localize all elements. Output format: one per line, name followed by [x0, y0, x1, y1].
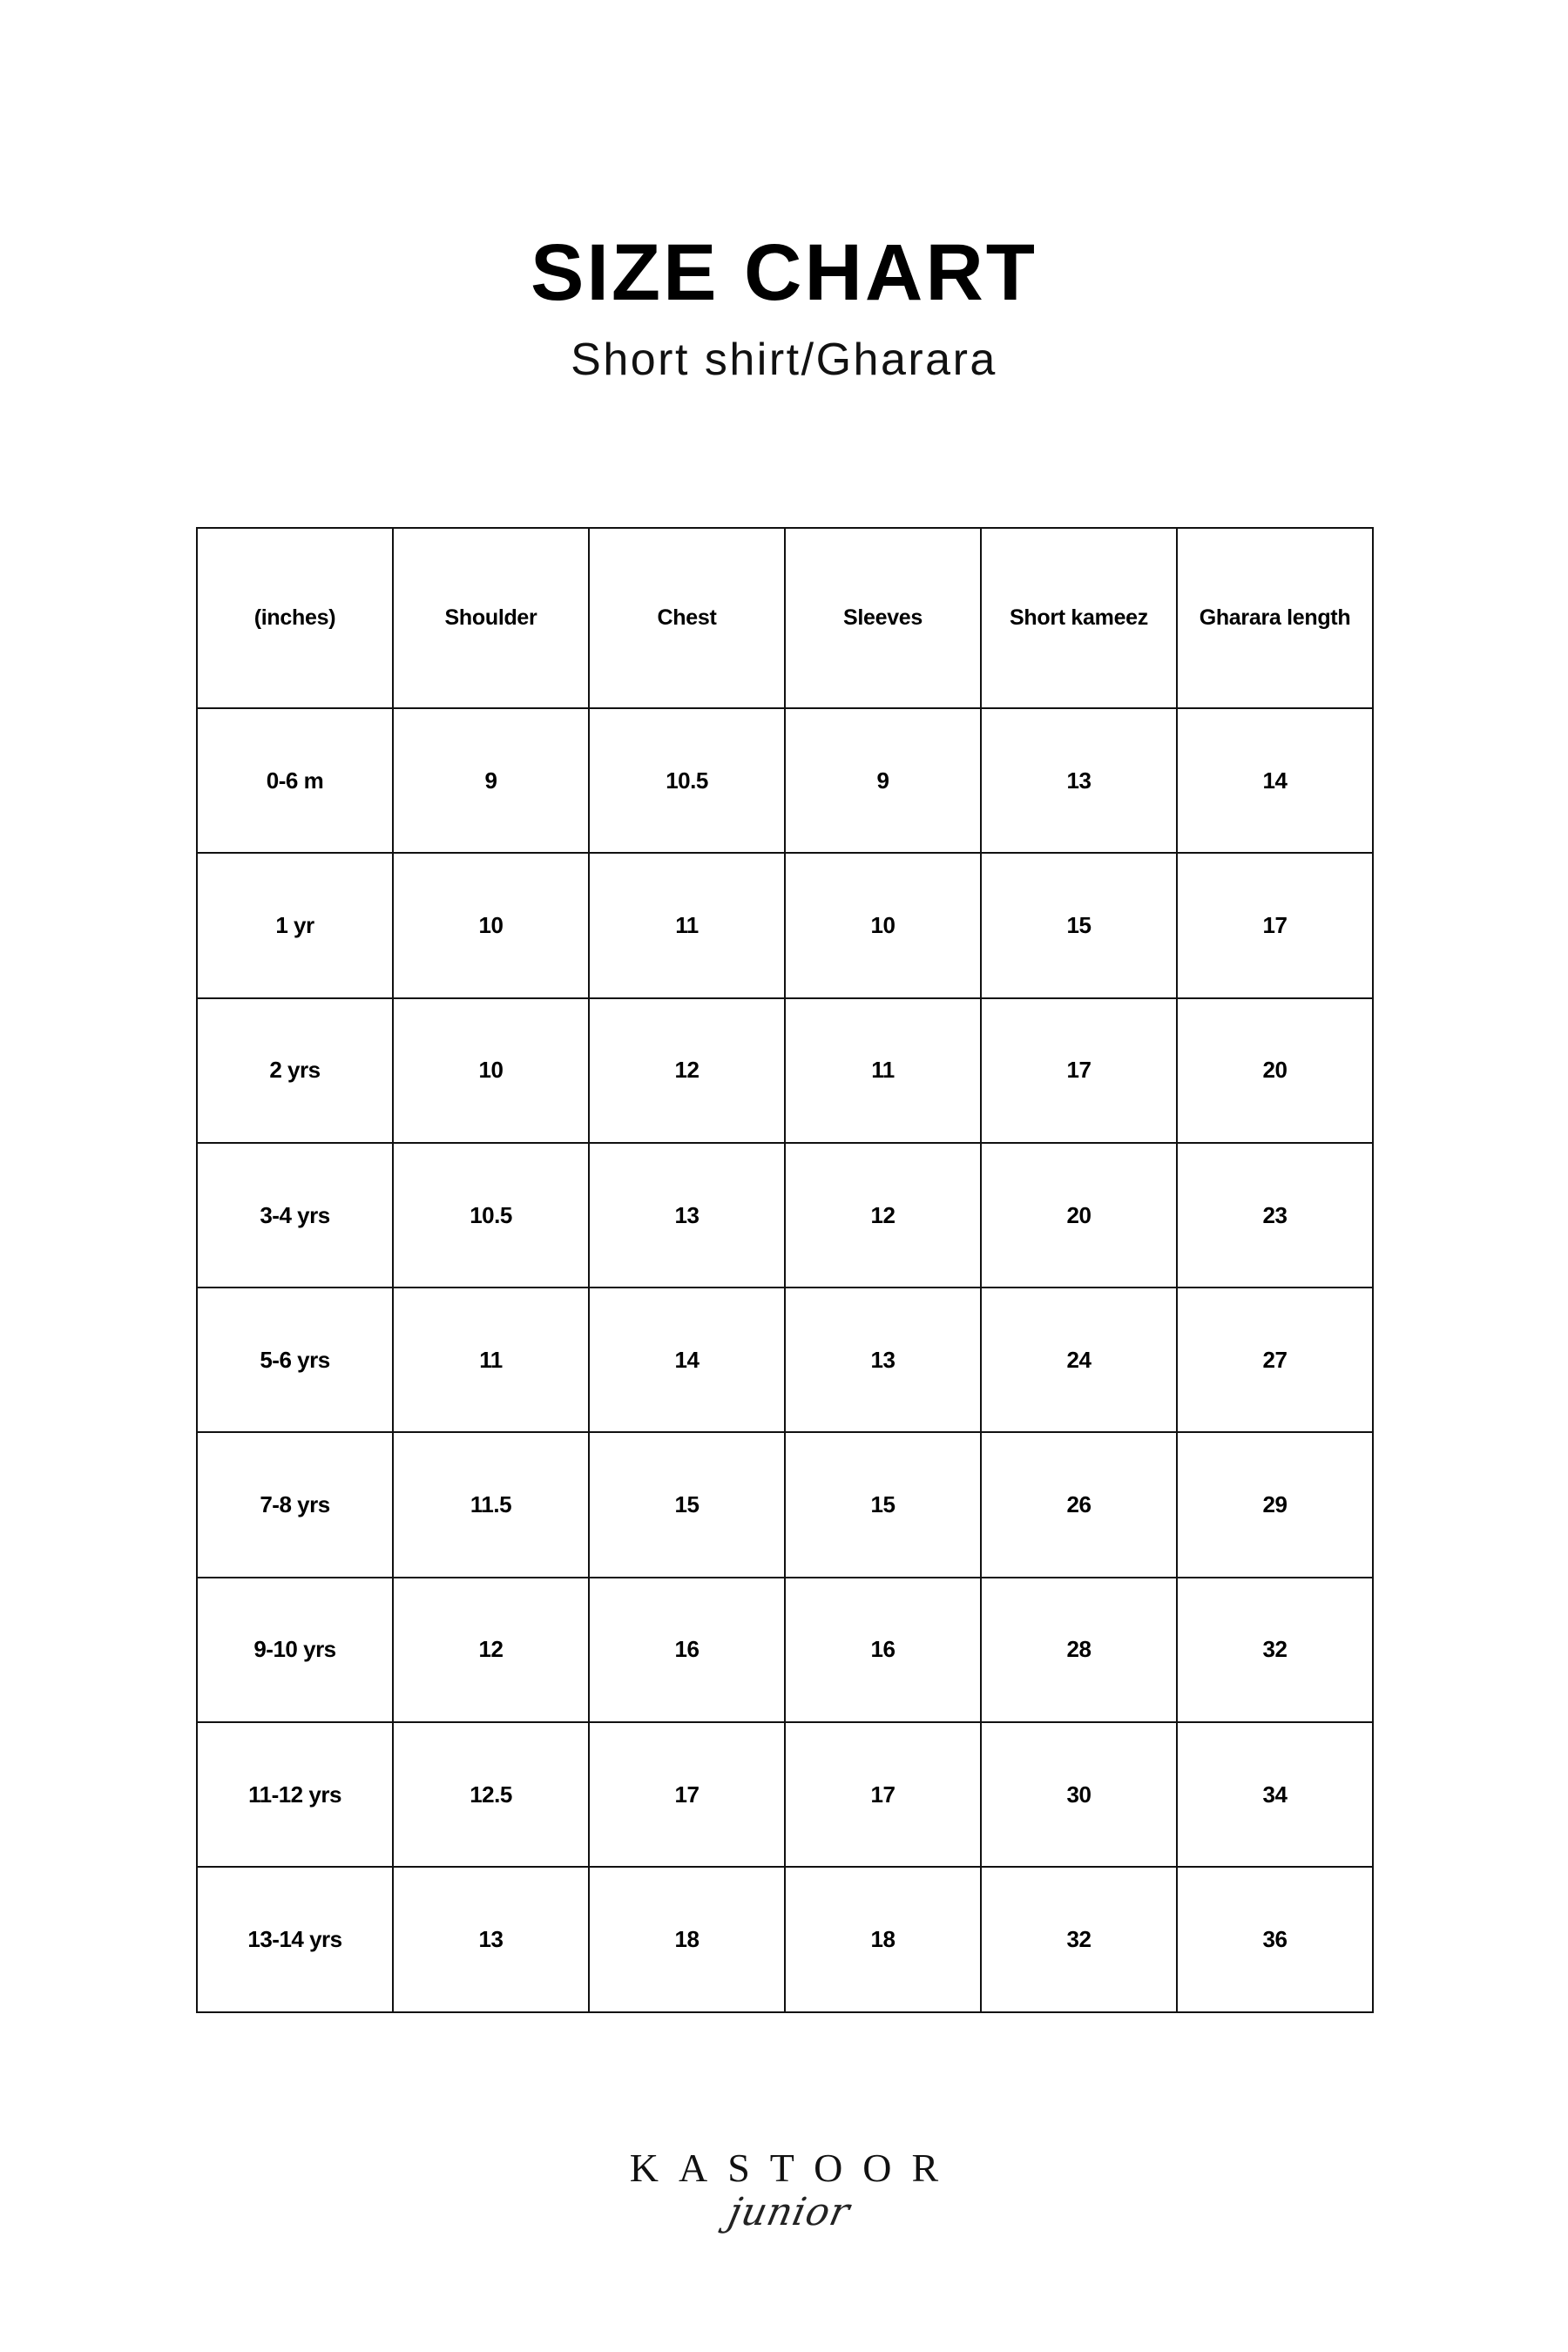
cell-short-kameez: 32 — [981, 1867, 1177, 2011]
size-label: 2 yrs — [197, 998, 393, 1143]
cell-chest: 15 — [589, 1432, 785, 1577]
table-row — [197, 1722, 1373, 1867]
table-row — [197, 708, 1373, 853]
header-shoulder: Shoulder — [393, 528, 589, 708]
cell-chest: 16 — [589, 1578, 785, 1722]
table-row — [197, 1867, 1373, 2011]
cell-gharara-length: 20 — [1177, 998, 1373, 1143]
table-row — [197, 998, 1373, 1143]
cell-gharara-length: 36 — [1177, 1867, 1373, 2011]
size-label: 7-8 yrs — [197, 1432, 393, 1577]
cell-short-kameez: 13 — [981, 708, 1177, 853]
table-header-row — [197, 528, 1373, 708]
cell-shoulder: 11 — [393, 1288, 589, 1432]
size-label: 9-10 yrs — [197, 1578, 393, 1722]
cell-chest: 12 — [589, 998, 785, 1143]
cell-short-kameez: 17 — [981, 998, 1177, 1143]
cell-chest: 13 — [589, 1143, 785, 1288]
size-label: 11-12 yrs — [197, 1722, 393, 1867]
cell-gharara-length: 29 — [1177, 1432, 1373, 1577]
table-row — [197, 1288, 1373, 1432]
cell-gharara-length: 17 — [1177, 853, 1373, 997]
cell-gharara-length: 34 — [1177, 1722, 1373, 1867]
size-label: 3-4 yrs — [197, 1143, 393, 1288]
cell-sleeves: 9 — [785, 708, 981, 853]
cell-gharara-length: 27 — [1177, 1288, 1373, 1432]
cell-shoulder: 11.5 — [393, 1432, 589, 1577]
cell-sleeves: 13 — [785, 1288, 981, 1432]
cell-sleeves: 15 — [785, 1432, 981, 1577]
cell-short-kameez: 26 — [981, 1432, 1177, 1577]
cell-shoulder: 10 — [393, 853, 589, 997]
cell-sleeves: 10 — [785, 853, 981, 997]
cell-sleeves: 11 — [785, 998, 981, 1143]
size-label: 13-14 yrs — [197, 1867, 393, 2011]
cell-short-kameez: 24 — [981, 1288, 1177, 1432]
header-chest: Chest — [589, 528, 785, 708]
cell-short-kameez: 30 — [981, 1722, 1177, 1867]
table-row — [197, 1432, 1373, 1577]
brand-subline: junior — [724, 2190, 855, 2234]
cell-gharara-length: 32 — [1177, 1578, 1373, 1722]
cell-shoulder: 9 — [393, 708, 589, 853]
size-chart-table — [196, 527, 1374, 2013]
cell-shoulder: 10.5 — [393, 1143, 589, 1288]
cell-shoulder: 13 — [393, 1867, 589, 2011]
cell-short-kameez: 28 — [981, 1578, 1177, 1722]
cell-gharara-length: 14 — [1177, 708, 1373, 853]
cell-chest: 14 — [589, 1288, 785, 1432]
cell-chest: 11 — [589, 853, 785, 997]
table-row — [197, 853, 1373, 997]
header-short-kameez: Short kameez — [981, 528, 1177, 708]
cell-shoulder: 12.5 — [393, 1722, 589, 1867]
cell-short-kameez: 15 — [981, 853, 1177, 997]
table-row — [197, 1578, 1373, 1722]
cell-gharara-length: 23 — [1177, 1143, 1373, 1288]
cell-sleeves: 18 — [785, 1867, 981, 2011]
brand-name: KASTOOR — [629, 2146, 959, 2190]
size-label: 5-6 yrs — [197, 1288, 393, 1432]
page-title: SIZE CHART — [531, 227, 1037, 317]
header-unit: (inches) — [197, 528, 393, 708]
cell-chest: 17 — [589, 1722, 785, 1867]
brand-logo — [0, 2148, 1568, 2232]
cell-sleeves: 17 — [785, 1722, 981, 1867]
table-row — [197, 1143, 1373, 1288]
header-gharara-length: Gharara length — [1177, 528, 1373, 708]
cell-shoulder: 12 — [393, 1578, 589, 1722]
page-subtitle: Short shirt/Gharara — [571, 335, 997, 385]
cell-short-kameez: 20 — [981, 1143, 1177, 1288]
cell-sleeves: 16 — [785, 1578, 981, 1722]
cell-chest: 18 — [589, 1867, 785, 2011]
cell-shoulder: 10 — [393, 998, 589, 1143]
header-sleeves: Sleeves — [785, 528, 981, 708]
size-label: 1 yr — [197, 853, 393, 997]
cell-chest: 10.5 — [589, 708, 785, 853]
size-label: 0-6 m — [197, 708, 393, 853]
cell-sleeves: 12 — [785, 1143, 981, 1288]
